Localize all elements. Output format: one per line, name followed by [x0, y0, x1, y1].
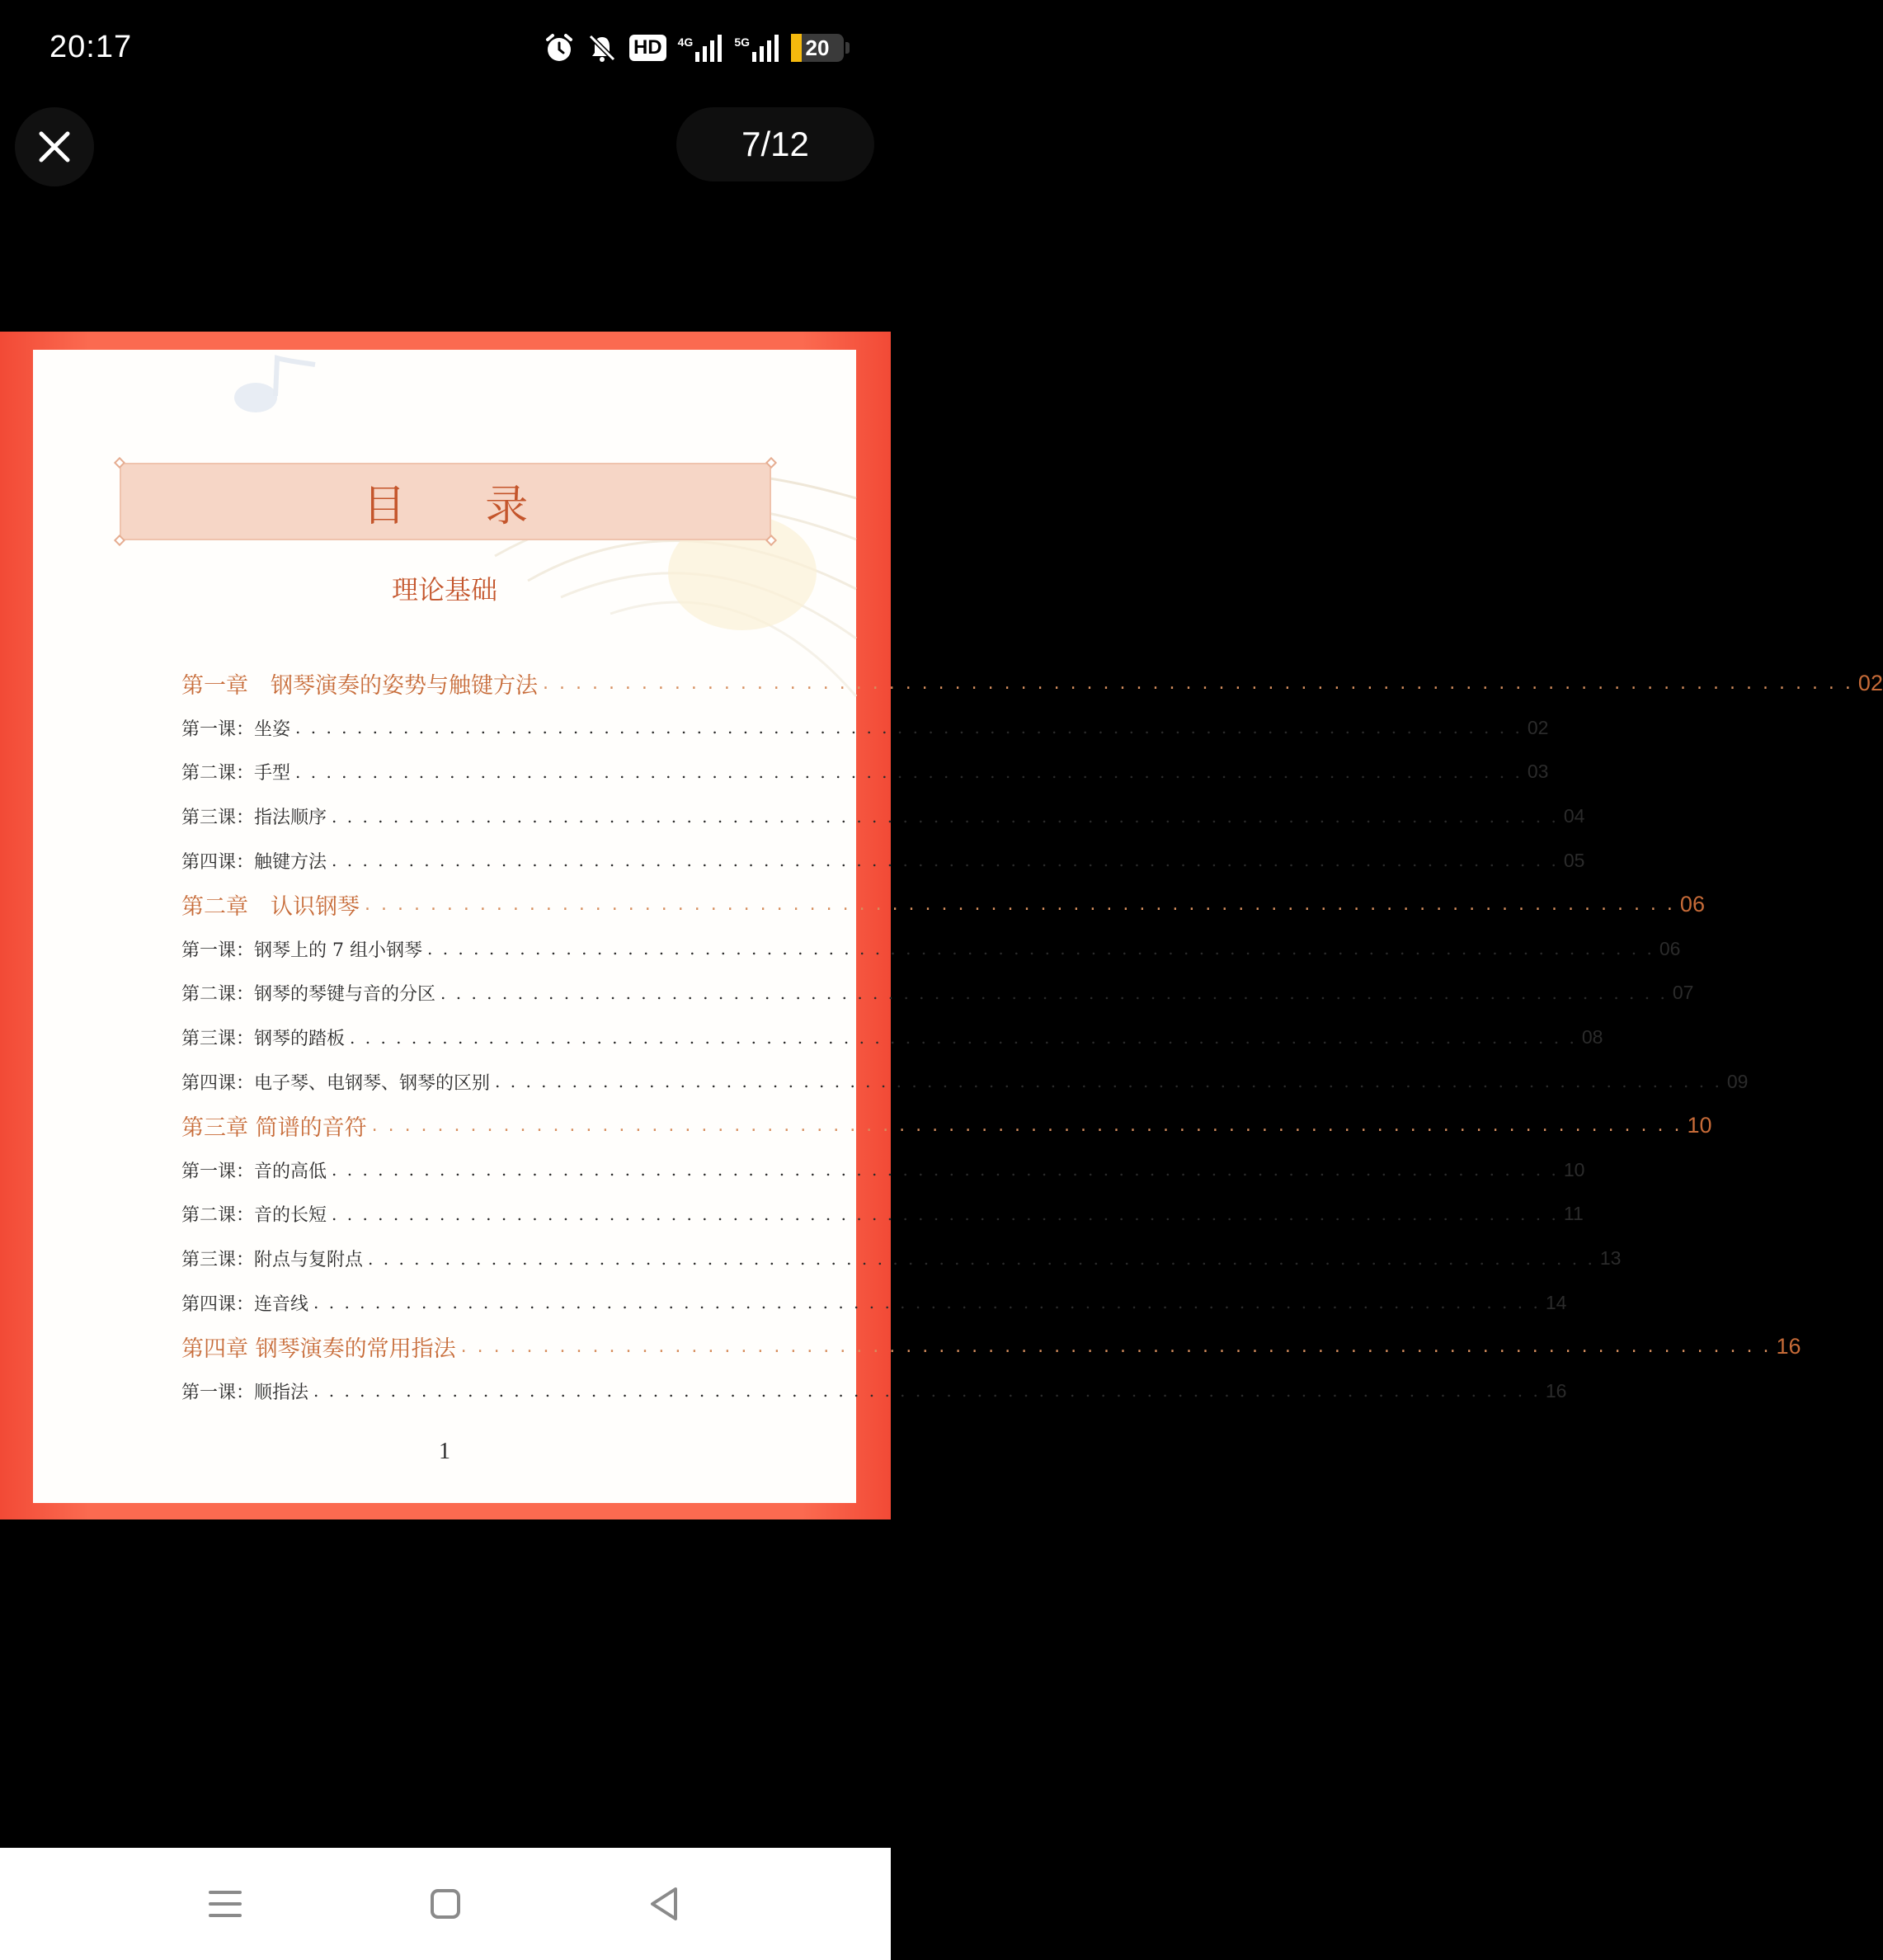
toc-lesson-row — [181, 1280, 1567, 1325]
close-button[interactable] — [15, 107, 94, 186]
dot-leader: . . . . . . . . . . . . . . . . . . . . . . . . . . . . . . . . . . . . . . . . . . . . . . . . . . . . . . . . . . . . . . . . . . . . . . . . . . . . . . . . — [495, 1072, 1722, 1092]
table-of-contents — [181, 662, 1883, 1413]
lesson-page-number: 07 — [1672, 982, 1694, 1004]
lesson-page-number: 06 — [1659, 937, 1681, 959]
dot-leader: . . . . . . . . . . . . . . . . . . . . . . . . . . . . . . . . . . . . . . . . . . . . . . . . . . . . . . . . . . . . . . . . . . . . . . . . . . . . . . . . — [295, 718, 1523, 738]
document-image[interactable] — [0, 332, 1883, 1519]
status-bar — [0, 0, 891, 99]
dot-leader: . . . . . . . . . . . . . . . . . . . . . . . . . . . . . . . . . . . . . . . . . . . . . . . . . . . . . . . . . . . . . . . . . . . . . . . . . . . . . . . . — [332, 850, 1559, 871]
recent-apps-button[interactable] — [188, 1871, 262, 1937]
navigation-bar — [0, 1848, 891, 1960]
lesson-title: 第二课：钢琴的琴键与音的分区 — [181, 984, 436, 1006]
document-page — [33, 350, 1883, 1503]
sim1-network-label: 4G — [677, 35, 694, 49]
dot-leader: . . . . . . . . . . . . . . . . . . . . . . . . . . . . . . . . . . . . . . . . . . . . . . . . . . . . . . . . . . . . . . . . . . . . . . . . . . . . . . . . — [368, 1248, 1595, 1269]
chapter-title: 第四章 钢琴演奏的常用指法 — [181, 1336, 456, 1363]
lesson-title: 第四课：触键方法 — [181, 851, 327, 873]
dot-leader: . . . . . . . . . . . . . . . . . . . . . . . . . . . . . . . . . . . . . . . . . . . . . . . . . . . . . . . . . . . . . . . . . . . . . . . . . . . . . . . . — [313, 1293, 1541, 1313]
home-button[interactable] — [408, 1871, 483, 1937]
toc-lesson-row — [181, 750, 1549, 794]
lesson-title: 第一课：钢琴上的 7 组小钢琴 — [181, 940, 422, 961]
toc-subtitle: 理论基础 — [391, 574, 497, 605]
chapter-title: 第一章 钢琴演奏的姿势与触键方法 — [181, 673, 538, 700]
lesson-page-number: 02 — [1527, 716, 1549, 738]
lesson-page-number: 04 — [1563, 805, 1585, 827]
lesson-page-number: 03 — [1527, 761, 1549, 783]
dot-leader: . . . . . . . . . . . . . . . . . . . . . . . . . . . . . . . . . . . . . . . . . . . . . . . . . . . . . . . . . . . . . . . . . . . . . . . . . . . . . . . . — [365, 894, 1675, 916]
toc-title-band — [120, 463, 771, 540]
lesson-title: 第二课：手型 — [181, 763, 291, 784]
page-counter: 7/12 — [676, 107, 874, 181]
status-icons — [544, 30, 850, 66]
sim2-network-label: 5G — [734, 35, 750, 49]
dot-leader: . . . . . . . . . . . . . . . . . . . . . . . . . . . . . . . . . . . . . . . . . . . . . . . . . . . . . . . . . . . . . . . . . . . . . . . . . . . . . . . . — [440, 982, 1668, 1003]
dot-leader: . . . . . . . . . . . . . . . . . . . . . . . . . . . . . . . . . . . . . . . . . . . . . . . . . . . . . . . . . . . . . . . . . . . . . . . . . . . . . . . . — [332, 1160, 1559, 1180]
battery-indicator — [791, 34, 844, 62]
lesson-page-number: 11 — [1563, 1203, 1584, 1225]
lesson-title: 第三课：指法顺序 — [181, 808, 327, 829]
toc-lesson-row — [181, 1192, 1584, 1237]
chapter-page-number: 06 — [1679, 892, 1705, 917]
dot-leader: . . . . . . . . . . . . . . . . . . . . . . . . . . . . . . . . . . . . . . . . . . . . . . . . . . . . . . . . . . . . . . . . . . . . . . . . . . . . . . . . — [332, 1204, 1559, 1224]
home-icon — [429, 1887, 462, 1920]
lesson-title: 第一课：顺指法 — [181, 1382, 309, 1403]
menu-icon — [207, 1887, 243, 1920]
status-time: 20:17 — [49, 30, 133, 64]
silent-bell-icon — [586, 32, 618, 64]
lesson-page-number: 10 — [1563, 1158, 1585, 1180]
lesson-page-number: 16 — [1545, 1379, 1567, 1402]
toc-lesson-row — [181, 838, 1585, 883]
close-icon — [36, 129, 73, 165]
lesson-page-number: 09 — [1726, 1070, 1749, 1092]
toc-chapter-row — [181, 1325, 1801, 1369]
toc-lesson-row — [181, 1369, 1567, 1414]
lesson-page-number: 05 — [1563, 849, 1585, 871]
lesson-page-number: 08 — [1581, 1026, 1603, 1048]
alarm-icon — [544, 32, 575, 64]
dot-leader: . . . . . . . . . . . . . . . . . . . . . . . . . . . . . . . . . . . . . . . . . . . . . . . . . . . . . . . . . . . . . . . . . . . . . . . . . . . . . . . . — [543, 673, 1853, 695]
toc-lesson-row — [181, 706, 1549, 751]
back-icon — [647, 1886, 680, 1922]
toc-lesson-row — [181, 971, 1694, 1015]
dot-leader: . . . . . . . . . . . . . . . . . . . . . . . . . . . . . . . . . . . . . . . . . . . . . . . . . . . . . . . . . . . . . . . . . . . . . . . . . . . . . . . . — [332, 806, 1559, 827]
dot-leader: . . . . . . . . . . . . . . . . . . . . . . . . . . . . . . . . . . . . . . . . . . . . . . . . . . . . . . . . . . . . . . . . . . . . . . . . . . . . . . . . — [460, 1336, 1772, 1358]
lesson-title: 第一课：坐姿 — [181, 719, 291, 740]
toc-chapter-row — [181, 662, 1883, 706]
chapter-page-number: 10 — [1687, 1113, 1712, 1138]
signal-bars-icon — [751, 34, 779, 62]
back-button[interactable] — [627, 1871, 701, 1937]
toc-chapter-row — [181, 1104, 1712, 1148]
battery-text: 20 — [805, 35, 830, 60]
dot-leader: . . . . . . . . . . . . . . . . . . . . . . . . . . . . . . . . . . . . . . . . . . . . . . . . . . . . . . . . . . . . . . . . . . . . . . . . . . . . . . . . — [295, 761, 1523, 782]
toc-lesson-row — [181, 1148, 1585, 1193]
lesson-title: 第一课：音的高低 — [181, 1161, 327, 1182]
toc-lesson-row — [181, 1059, 1749, 1104]
lesson-page-number: 13 — [1599, 1247, 1622, 1270]
chapter-page-number: 16 — [1776, 1334, 1801, 1359]
toc-lesson-row — [181, 1015, 1603, 1060]
document-page-number: 1 — [439, 1439, 450, 1464]
chapter-page-number: 02 — [1857, 671, 1883, 696]
toc-lesson-row — [181, 1237, 1622, 1281]
sim2-signal — [734, 34, 779, 62]
signal-bars-icon — [694, 34, 723, 62]
lesson-title: 第三课：附点与复附点 — [181, 1250, 364, 1271]
battery-tip — [845, 42, 850, 54]
toc-lesson-row — [181, 794, 1585, 839]
dot-leader: . . . . . . . . . . . . . . . . . . . . . . . . . . . . . . . . . . . . . . . . . . . . . . . . . . . . . . . . . . . . . . . . . . . . . . . . . . . . . . . . — [371, 1115, 1683, 1137]
chapter-title: 第二章 认识钢琴 — [181, 894, 360, 921]
lesson-title: 第四课：连音线 — [181, 1293, 309, 1315]
dot-leader: . . . . . . . . . . . . . . . . . . . . . . . . . . . . . . . . . . . . . . . . . . . . . . . . . . . . . . . . . . . . . . . . . . . . . . . . . . . . . . . . — [426, 939, 1655, 959]
sim1-signal — [678, 34, 723, 62]
lesson-title: 第四课：电子琴、电钢琴、钢琴的区别 — [181, 1072, 491, 1094]
dot-leader: . . . . . . . . . . . . . . . . . . . . . . . . . . . . . . . . . . . . . . . . . . . . . . . . . . . . . . . . . . . . . . . . . . . . . . . . . . . . . . . . — [350, 1027, 1577, 1048]
lesson-page-number: 14 — [1545, 1291, 1567, 1313]
toc-title: 目 录 — [362, 481, 562, 531]
toc-lesson-row — [181, 927, 1681, 972]
chapter-title: 第三章 简谱的音符 — [181, 1115, 367, 1142]
hd-badge: HD — [629, 35, 666, 61]
dot-leader: . . . . . . . . . . . . . . . . . . . . . . . . . . . . . . . . . . . . . . . . . . . . . . . . . . . . . . . . . . . . . . . . . . . . . . . . . . . . . . . . — [313, 1381, 1541, 1402]
lesson-title: 第三课：钢琴的踏板 — [181, 1029, 346, 1050]
toc-chapter-row — [181, 883, 1705, 927]
lesson-title: 第二课：音的长短 — [181, 1205, 327, 1227]
